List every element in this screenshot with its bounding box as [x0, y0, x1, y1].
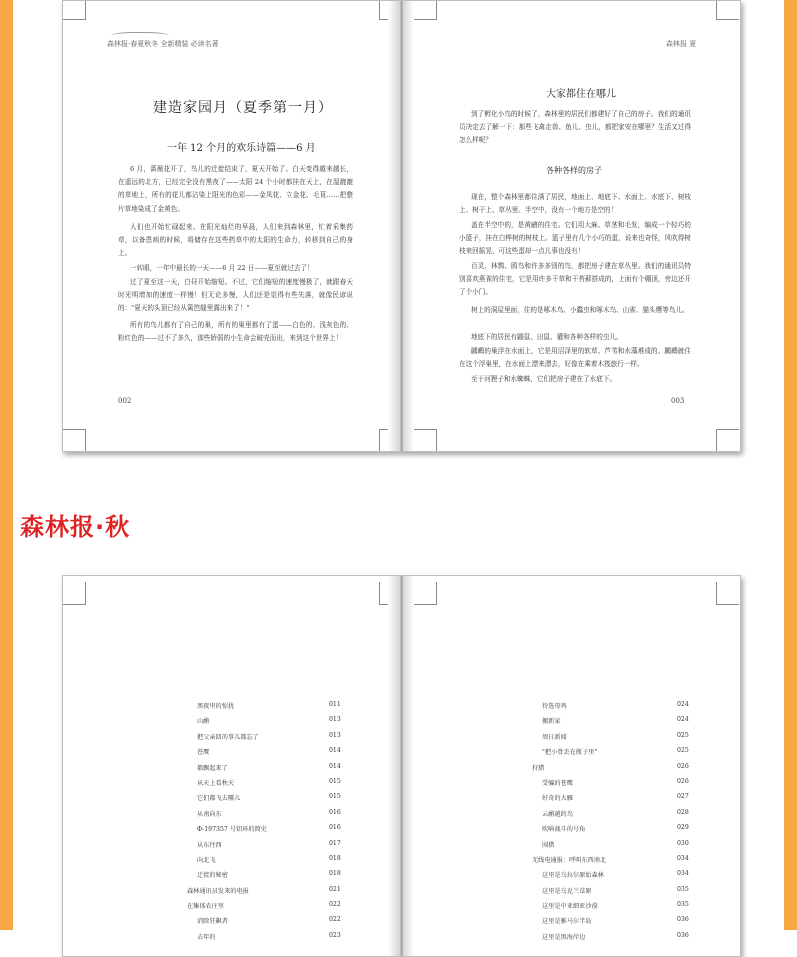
toc-entry-page: 023 [329, 931, 341, 939]
crop-mark [63, 429, 86, 451]
toc-entry-title: 去年的 [197, 933, 216, 941]
toc-entry-page: 030 [677, 839, 689, 847]
toc-entry [63, 716, 401, 731]
toc-entry-page: 036 [677, 931, 689, 939]
toc-entry-page: 015 [329, 777, 341, 785]
toc-entry-page: 024 [677, 716, 689, 724]
left-orange-border [0, 0, 13, 930]
toc-entry [414, 793, 740, 808]
paragraph: 人们也开始忙碌起来。在阳光灿烂的早晨，人们来到森林里，忙着采集药草，以备患病的时候，将储存在这些药草中的太阳的生命力，转移到自己的身上。 [118, 223, 353, 258]
toc-entry-title: 从南向东 [197, 810, 222, 818]
toc-entry-page: 024 [677, 701, 689, 708]
chapter-title: 建造家园月（夏季第一月） [153, 100, 333, 116]
toc-entry-page: 013 [329, 731, 341, 739]
toc-entry-title: "把小骨丢在瓶子里" [542, 749, 598, 757]
toc-entry-page: 014 [329, 762, 341, 770]
toc-entry-title: 好奇的大雁 [542, 795, 573, 803]
toc-entry-page: 025 [677, 747, 689, 755]
toc-entry-page: 016 [329, 808, 341, 816]
toc-entry [63, 824, 401, 839]
toc-entry-page: 027 [677, 793, 689, 801]
table-of-contents [414, 701, 740, 947]
toc-entry [414, 855, 740, 870]
crop-mark [63, 582, 86, 605]
toc-entry [414, 701, 740, 716]
toc-entry-page: 028 [677, 808, 689, 816]
crop-mark [414, 582, 437, 605]
toc-entry-page: 014 [329, 747, 341, 755]
toc-entry [414, 886, 740, 901]
toc-entry-page: 021 [329, 885, 341, 893]
toc-entry-page: 013 [329, 716, 341, 724]
toc-entry [414, 932, 740, 947]
toc-entry [63, 809, 401, 824]
toc-entry [63, 701, 401, 716]
toc-entry-title: 云鹬越的鸟 [542, 810, 573, 818]
table-of-contents [63, 701, 401, 947]
toc-entry [414, 901, 740, 916]
toc-entry-title: Ф-197357 号铝环的简史 [197, 826, 267, 834]
toc-entry [63, 855, 401, 870]
toc-entry-title: 狩猎 [532, 764, 545, 772]
paragraph: 百灵、林鹨、鸥鸟和许多多别的鸟，都把房子建在草丛里。我们的通讯员特别喜欢燕雀的住宅，它是用许多干草和干苔藓搭成的，上面有个棚顶，旁边还开了个小门。 [459, 262, 691, 297]
toc-entry [63, 747, 401, 762]
toc-entry-title: 这里是黑海岸边 [542, 933, 586, 941]
toc-entry-title: 都飘起来了 [197, 764, 228, 772]
toc-entry-page: 025 [677, 731, 689, 739]
paragraph: 6 月，蔷薇花开了，鸟儿的迁徙结束了，夏天开始了。白天变得越来越长，在遥远的北方，已经完全没有黑夜了——太阳 24 个小时都挂在天上，在湿漉漉的草地上，所有的花儿都沾染上阳光的色彩——金凤花、立金花、毛茛……把整片草地染成了金黄色。 [118, 165, 353, 213]
toc-entry-page: 022 [329, 916, 341, 924]
toc-entry-title: 这里是乌克兰草原 [542, 887, 592, 895]
crop-mark [716, 582, 739, 605]
toc-entry-page: 026 [677, 762, 689, 770]
toc-entry [414, 747, 740, 762]
toc-entry [63, 793, 401, 808]
toc-entry-title: 受骗的苍鹰 [542, 779, 573, 787]
toc-entry [414, 840, 740, 855]
toc-entry-title: 从东往西 [197, 841, 222, 849]
toc-entry-page: 018 [329, 870, 341, 878]
toc-entry-title: 向北飞 [197, 856, 216, 864]
toc-entry-page: 018 [329, 854, 341, 862]
toc-entry-title: 把父亲回的事儿都忘了 [197, 733, 259, 741]
right-orange-border [784, 0, 797, 930]
toc-entry [63, 870, 401, 885]
paragraph: 地底下的居民有鼹鼠、田鼠、獾和各种各样的虫儿。 [471, 333, 623, 341]
paragraph: 过了夏至这一天，白昼开始缩短。不过，它们缩短的速度慢极了，就跟春天时光明增加的速度一样慢！但无论多慢，人们还是觉得有些失落，就像民谚说的："夏天的头顶已经从篱笆缝里露出来了！" [118, 278, 353, 313]
toc-entry-title: 山鹬 [197, 718, 210, 726]
toc-entry [414, 870, 740, 885]
toc-entry-page: 017 [329, 839, 341, 847]
section-subtitle: 各种各样的房子 [546, 166, 602, 175]
toc-entry [414, 778, 740, 793]
toc-entry-page: 011 [329, 701, 341, 708]
book-gutter [388, 576, 414, 956]
toc-entry-page: 029 [677, 824, 689, 832]
toc-entry-page: 015 [329, 793, 341, 801]
toc-entry-title: 这里是中亚细亚沙漠 [542, 903, 598, 911]
toc-entry-page: 036 [677, 916, 689, 924]
paragraph: 树上的洞屋里面，住的是啄木鸟、小蠹虫和啄木鸟、山雀、猫头鹰等鸟儿。 [471, 306, 689, 314]
toc-entry [63, 840, 401, 855]
paragraph: 至于河狸子和水蜘蛛，它们把房子建在了水底下。 [471, 375, 617, 383]
toc-entry-title: 迁徙的秘密 [197, 872, 228, 880]
toc-entry-page: 035 [677, 885, 689, 893]
book-gutter [388, 1, 414, 451]
paragraph: 到了孵化小鸟的时候了，森林里的居民们都建好了自己的房子。我们的通讯员决定去了解一下：那些飞禽走兽、鱼儿、虫儿，都把家安在哪里？生活又过得怎么样呢？ [459, 110, 691, 145]
page-header: 森林报 夏 [666, 40, 697, 48]
toc-entry [63, 778, 401, 793]
page-number: 002 [118, 397, 132, 405]
toc-entry [63, 932, 401, 947]
toc-entry-title: 它们都飞去哪儿 [197, 795, 241, 803]
toc-entry-title: 周日新闻 [542, 733, 567, 741]
book-spread-autumn-toc [62, 575, 741, 957]
left-page [63, 576, 401, 956]
page-number: 003 [671, 397, 685, 405]
crop-mark [716, 1, 739, 20]
toc-entry [63, 901, 401, 916]
toc-entry [414, 809, 740, 824]
toc-entry-title: 这里是雅马尔半岛 [542, 918, 592, 926]
toc-entry-title: 待选母鸡 [542, 703, 567, 710]
toc-entry-page: 022 [329, 901, 341, 909]
right-page [414, 576, 740, 956]
toc-entry-page: 016 [329, 824, 341, 832]
toc-entry-title: 搬新家 [542, 718, 561, 726]
toc-entry [414, 763, 740, 778]
section-title: 森林报·秋 [20, 513, 131, 541]
toc-entry-title: 无线电通报：呼叫东西南北 [532, 856, 607, 864]
paragraph: 一转眼，一年中最长的一天——6 月 22 日——夏至就过去了！ [130, 264, 314, 272]
toc-entry-title: 消除狂飙者 [197, 918, 228, 926]
toc-entry-title: 这里是乌拉尔原始森林 [542, 872, 604, 880]
toc-entry [414, 824, 740, 839]
paragraph: 所有的鸟儿都有了自己的巢，所有的巢里都有了蛋——白色的、浅灰色的、粉红色的——过不了多久，那些娇弱的小生命会破壳而出，来到这个世界上！ [118, 321, 353, 343]
toc-entry [63, 886, 401, 901]
toc-entry-title: 吹响战斗的号角 [542, 826, 586, 834]
crop-mark [716, 429, 739, 451]
crop-mark [414, 429, 437, 451]
toc-entry-title: 从天上看秋天 [197, 779, 235, 787]
toc-entry-title: 黑夜里的惊扰 [197, 703, 235, 710]
toc-entry [63, 763, 401, 778]
toc-entry [414, 716, 740, 731]
left-page [63, 1, 401, 451]
toc-entry-page: 035 [677, 901, 689, 909]
chapter-subtitle: 一年 12 个月的欢乐诗篇——6 月 [167, 143, 316, 154]
paragraph: 鸊鷉的巢浮在水面上，它是用沼泽里的软草、芦苇和水藻堆成的。鸊鷉就住在这个浮巢里，在水面上漂来漂去，好像在乘着木筏旅行一样。 [459, 347, 691, 369]
crop-mark [63, 1, 86, 20]
toc-entry [63, 732, 401, 747]
book-spread-summer [62, 0, 741, 452]
toc-entry-title: 森林通讯员发来的电报 [187, 887, 249, 895]
toc-entry-page: 026 [677, 777, 689, 785]
article-title: 大家都住在哪儿 [546, 89, 616, 100]
toc-entry-page: 034 [677, 870, 689, 878]
crop-mark [414, 1, 437, 20]
toc-entry-title: 围猎 [542, 841, 555, 849]
paragraph: 盖在半空中的，是黄鹂的住宅。它们用大麻、草茎和毛发，编成一个轻巧的小篮子，挂在白桦树的树枝上。篮子里有几个小巧的蛋，说来也奇怪，风吹得树枝来回摇晃，可这些蛋却一点儿事也没有！ [459, 221, 691, 256]
paragraph: 现在，整个森林里都住满了居民，地面上、地底下、水面上、水底下、树枝上、树干上、草丛里、半空中，没有一个地方是空的！ [459, 193, 691, 215]
page-header: 森林报·春夏秋冬 全新精装 必读名著 [107, 40, 219, 48]
right-page [414, 1, 740, 451]
toc-entry-title: 苍鹰 [197, 749, 210, 757]
toc-entry [414, 732, 740, 747]
toc-entry-page: 034 [677, 854, 689, 862]
toc-entry-title: 在集体农庄里 [187, 903, 225, 911]
